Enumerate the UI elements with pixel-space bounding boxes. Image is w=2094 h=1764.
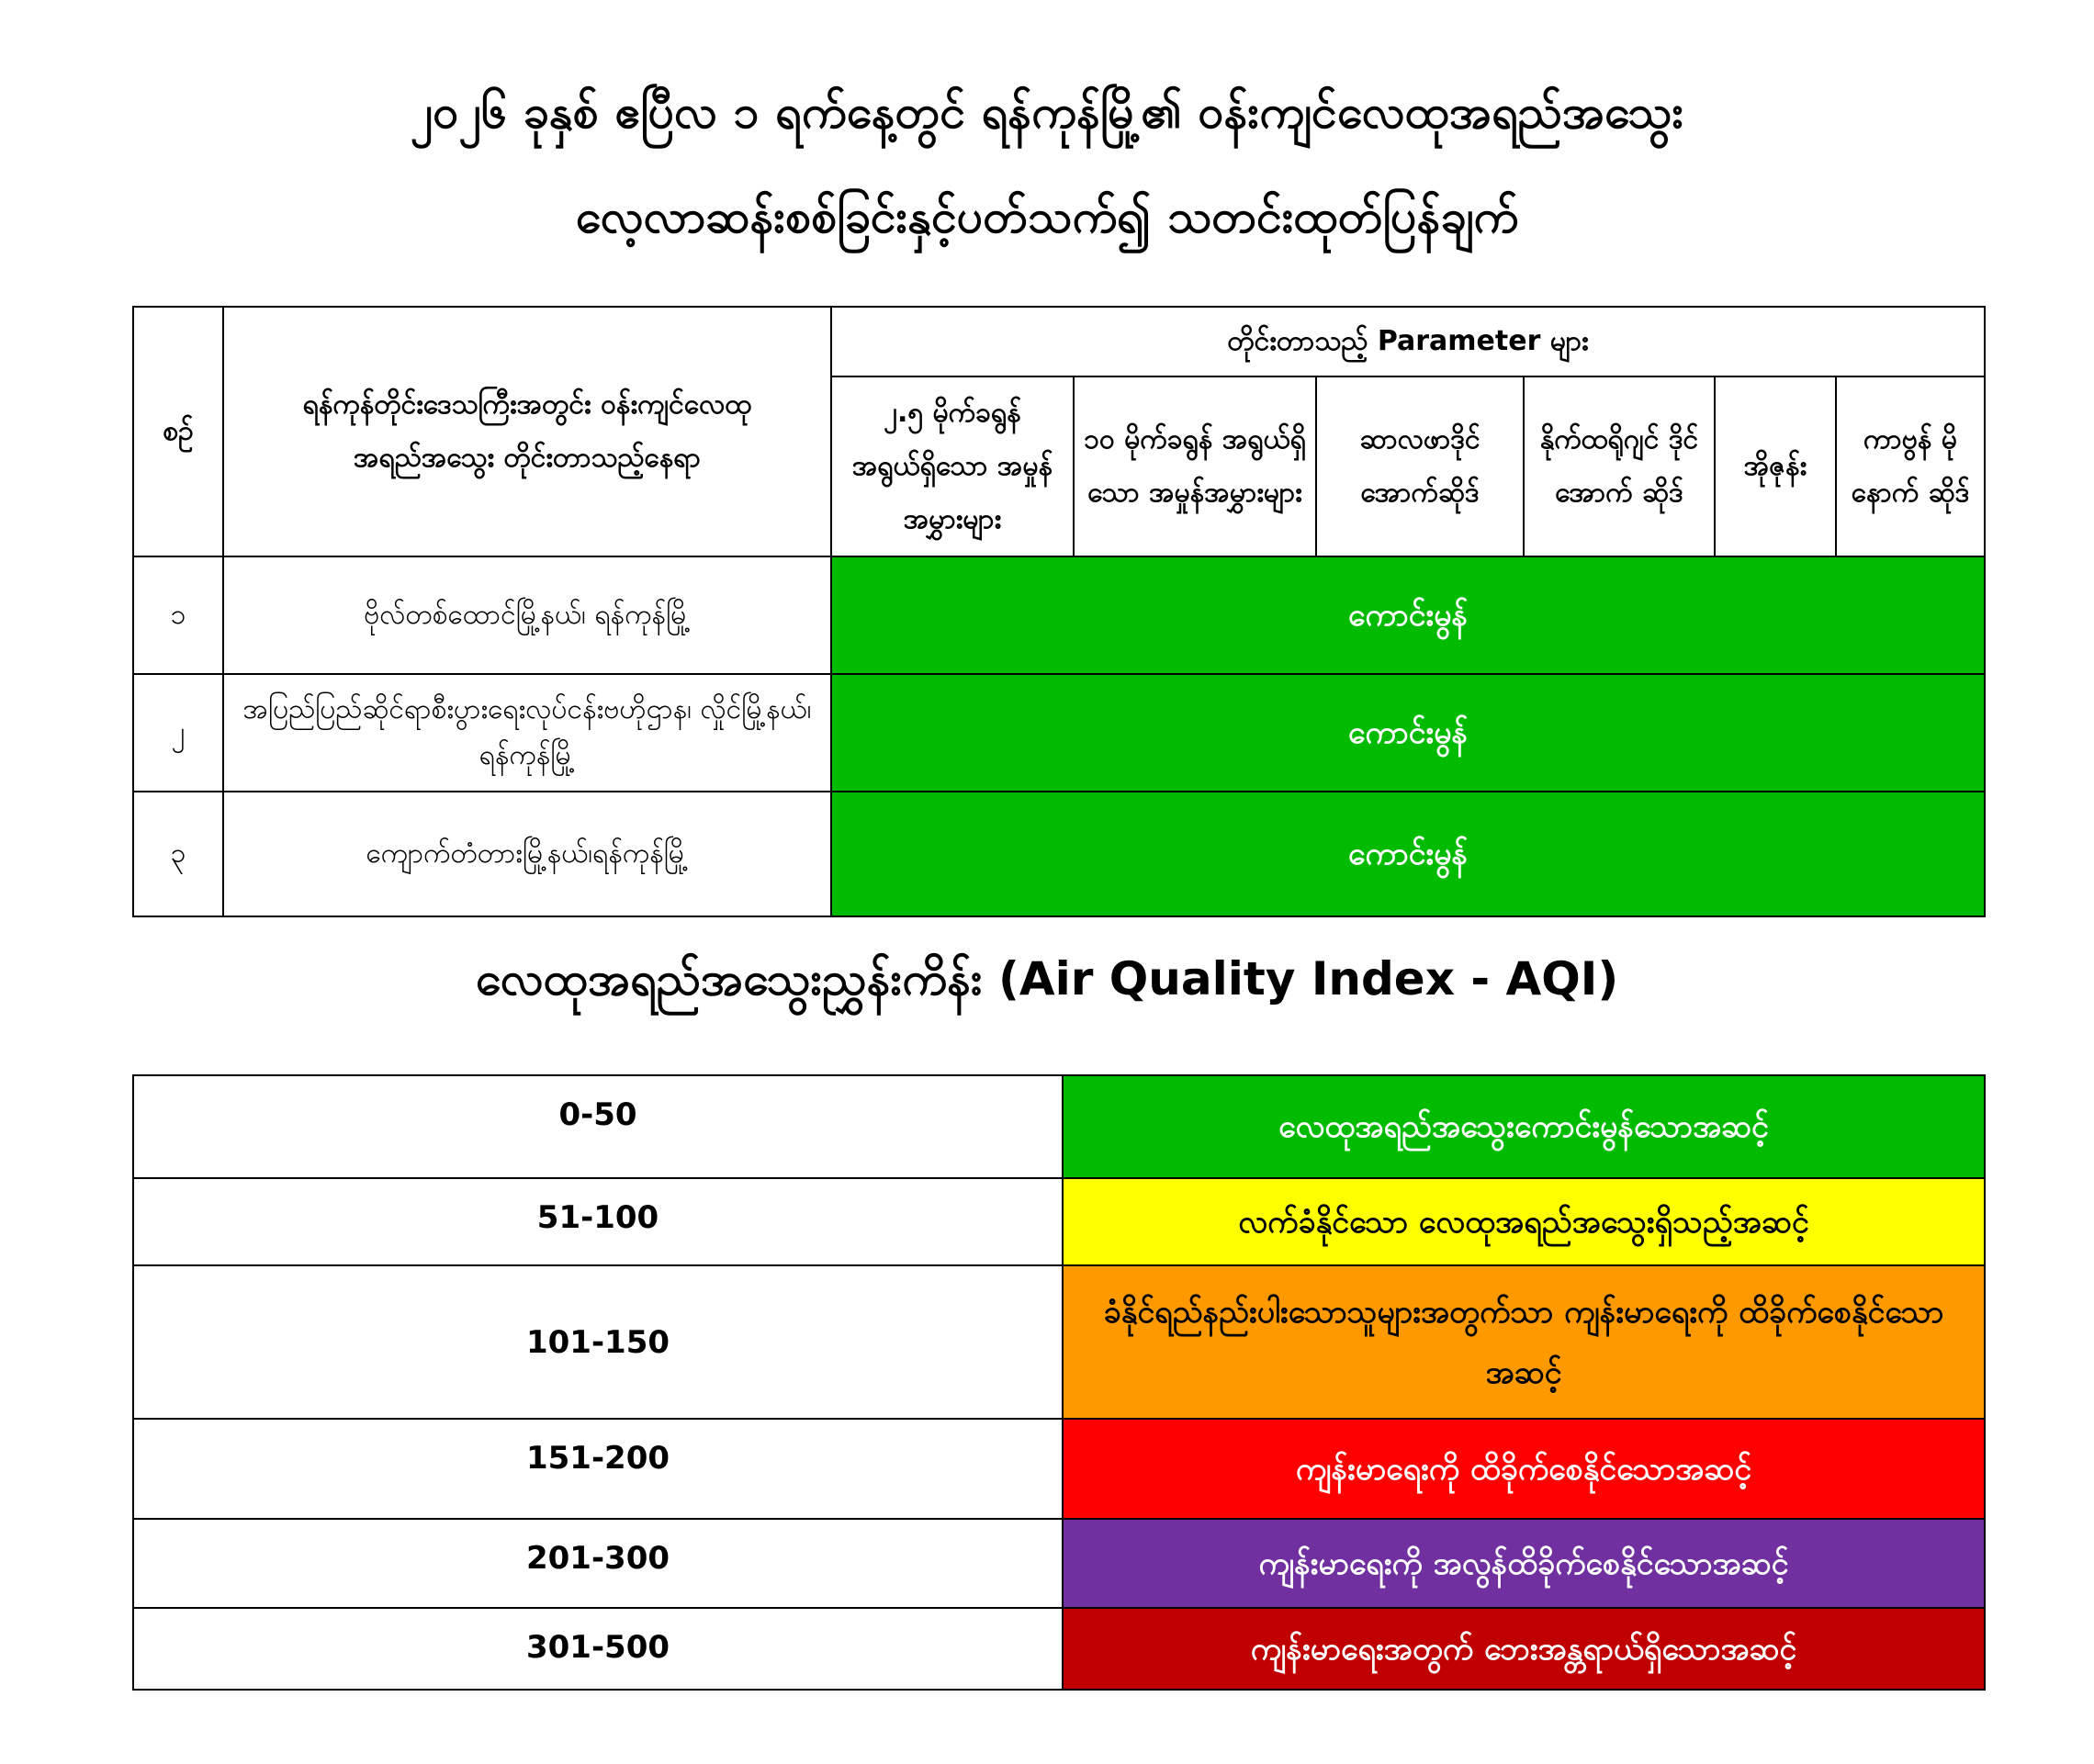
aqi-row (133, 1178, 1985, 1265)
aqi-label: ခံနိုင်ရည်နည်းပါးသောသူများအတွက်သာ ကျန်းမာရေးကို ထိခိုက်စေနိုင်သောအဆင့် (1063, 1265, 1985, 1419)
aqi-label: လေထုအရည်အသွေးကောင်းမွန်သောအဆင့် (1063, 1075, 1985, 1178)
aqi-range: 0-50 (133, 1075, 1063, 1178)
aqi-label: ကျန်းမာရေးကို ထိခိုက်စေနိုင်သောအဆင့် (1063, 1419, 1985, 1519)
station-table (132, 306, 1986, 917)
aqi-row (133, 1419, 1985, 1519)
aqi-range: 151-200 (133, 1419, 1063, 1519)
aqi-title: လေထုအရည်အသွေးညွှန်းကိန်း (Air Quality Index - AQI) (475, 952, 1619, 1006)
aqi-label: လက်ခံနိုင်သော လေထုအရည်အသွေးရှိသည့်အဆင့် (1063, 1178, 1985, 1265)
param-co: ကာဗွန် မိုနောက် ဆိုဒ် (1836, 376, 1985, 556)
col-header-location: ရန်ကုန်တိုင်းဒေသကြီးအတွင်း ဝန်းကျင်လေထု အရည်အသွေး တိုင်းတာသည့်နေရာ (223, 307, 831, 556)
row-location: အပြည်ပြည်ဆိုင်ရာစီးပွားရေးလုပ်ငန်းဗဟိုဌာန၊ လှိုင်မြို့နယ်၊ ရန်ကုန်မြို့ (223, 674, 831, 792)
status-cell: ကောင်းမွန် (831, 674, 1985, 792)
param-pm10: ၁၀ မိုက်ခရွန် အရွယ်ရှိသော အမှုန်အမွှားများ (1074, 376, 1316, 556)
row-no: ၁ (133, 556, 223, 674)
col-header-no: စဉ် (133, 307, 223, 556)
aqi-row (133, 1075, 1985, 1178)
row-location: ကျောက်တံတားမြို့နယ်၊ရန်ကုန်မြို့ (223, 792, 831, 916)
page-title: ၂၀၂၆ ခုနှစ် ဧပြီလ ၁ ရက်နေ့တွင် ရန်ကုန်မြို့၏ ဝန်းကျင်လေထုအရည်အသွေး (410, 85, 1684, 139)
aqi-row (133, 1265, 1985, 1419)
table-row (133, 556, 1985, 674)
table-row (133, 674, 1985, 792)
aqi-range: 51-100 (133, 1178, 1063, 1265)
param-pm25: ၂.၅ မိုက်ခရွန် အရွယ်ရှိသော အမှုန်အမွှားများ (831, 376, 1074, 556)
param-ozone: အိုဇုန်း (1715, 376, 1836, 556)
row-no: ၂ (133, 674, 223, 792)
col-header-parameters: တိုင်းတာသည့် Parameter များ (831, 307, 1985, 376)
aqi-range: 101-150 (133, 1265, 1063, 1419)
aqi-row (133, 1608, 1985, 1690)
param-so2: ဆာလဖာဒိုင် အောက်ဆိုဒ် (1316, 376, 1524, 556)
aqi-label: ကျန်းမာရေးကို အလွန်ထိခိုက်စေနိုင်သောအဆင့် (1063, 1519, 1985, 1608)
aqi-row (133, 1519, 1985, 1608)
aqi-range: 301-500 (133, 1608, 1063, 1690)
aqi-legend-table (132, 1074, 1986, 1691)
param-no2: နိုက်ထရိုဂျင် ဒိုင်အောက် ဆိုဒ် (1524, 376, 1715, 556)
table-row (133, 792, 1985, 916)
status-cell: ကောင်းမွန် (831, 792, 1985, 916)
status-cell: ကောင်းမွန် (831, 556, 1985, 674)
table-header-row (133, 307, 1985, 376)
aqi-range: 201-300 (133, 1519, 1063, 1608)
page-subtitle: လေ့လာဆန်းစစ်ခြင်းနှင့်ပတ်သက်၍ သတင်းထုတ်ပြန်ချက် (575, 190, 1519, 243)
row-location: ဗိုလ်တစ်ထောင်မြို့နယ်၊ ရန်ကုန်မြို့ (223, 556, 831, 674)
row-no: ၃ (133, 792, 223, 916)
aqi-label: ကျန်းမာရေးအတွက် ဘေးအန္တရာယ်ရှိသောအဆင့် (1063, 1608, 1985, 1690)
